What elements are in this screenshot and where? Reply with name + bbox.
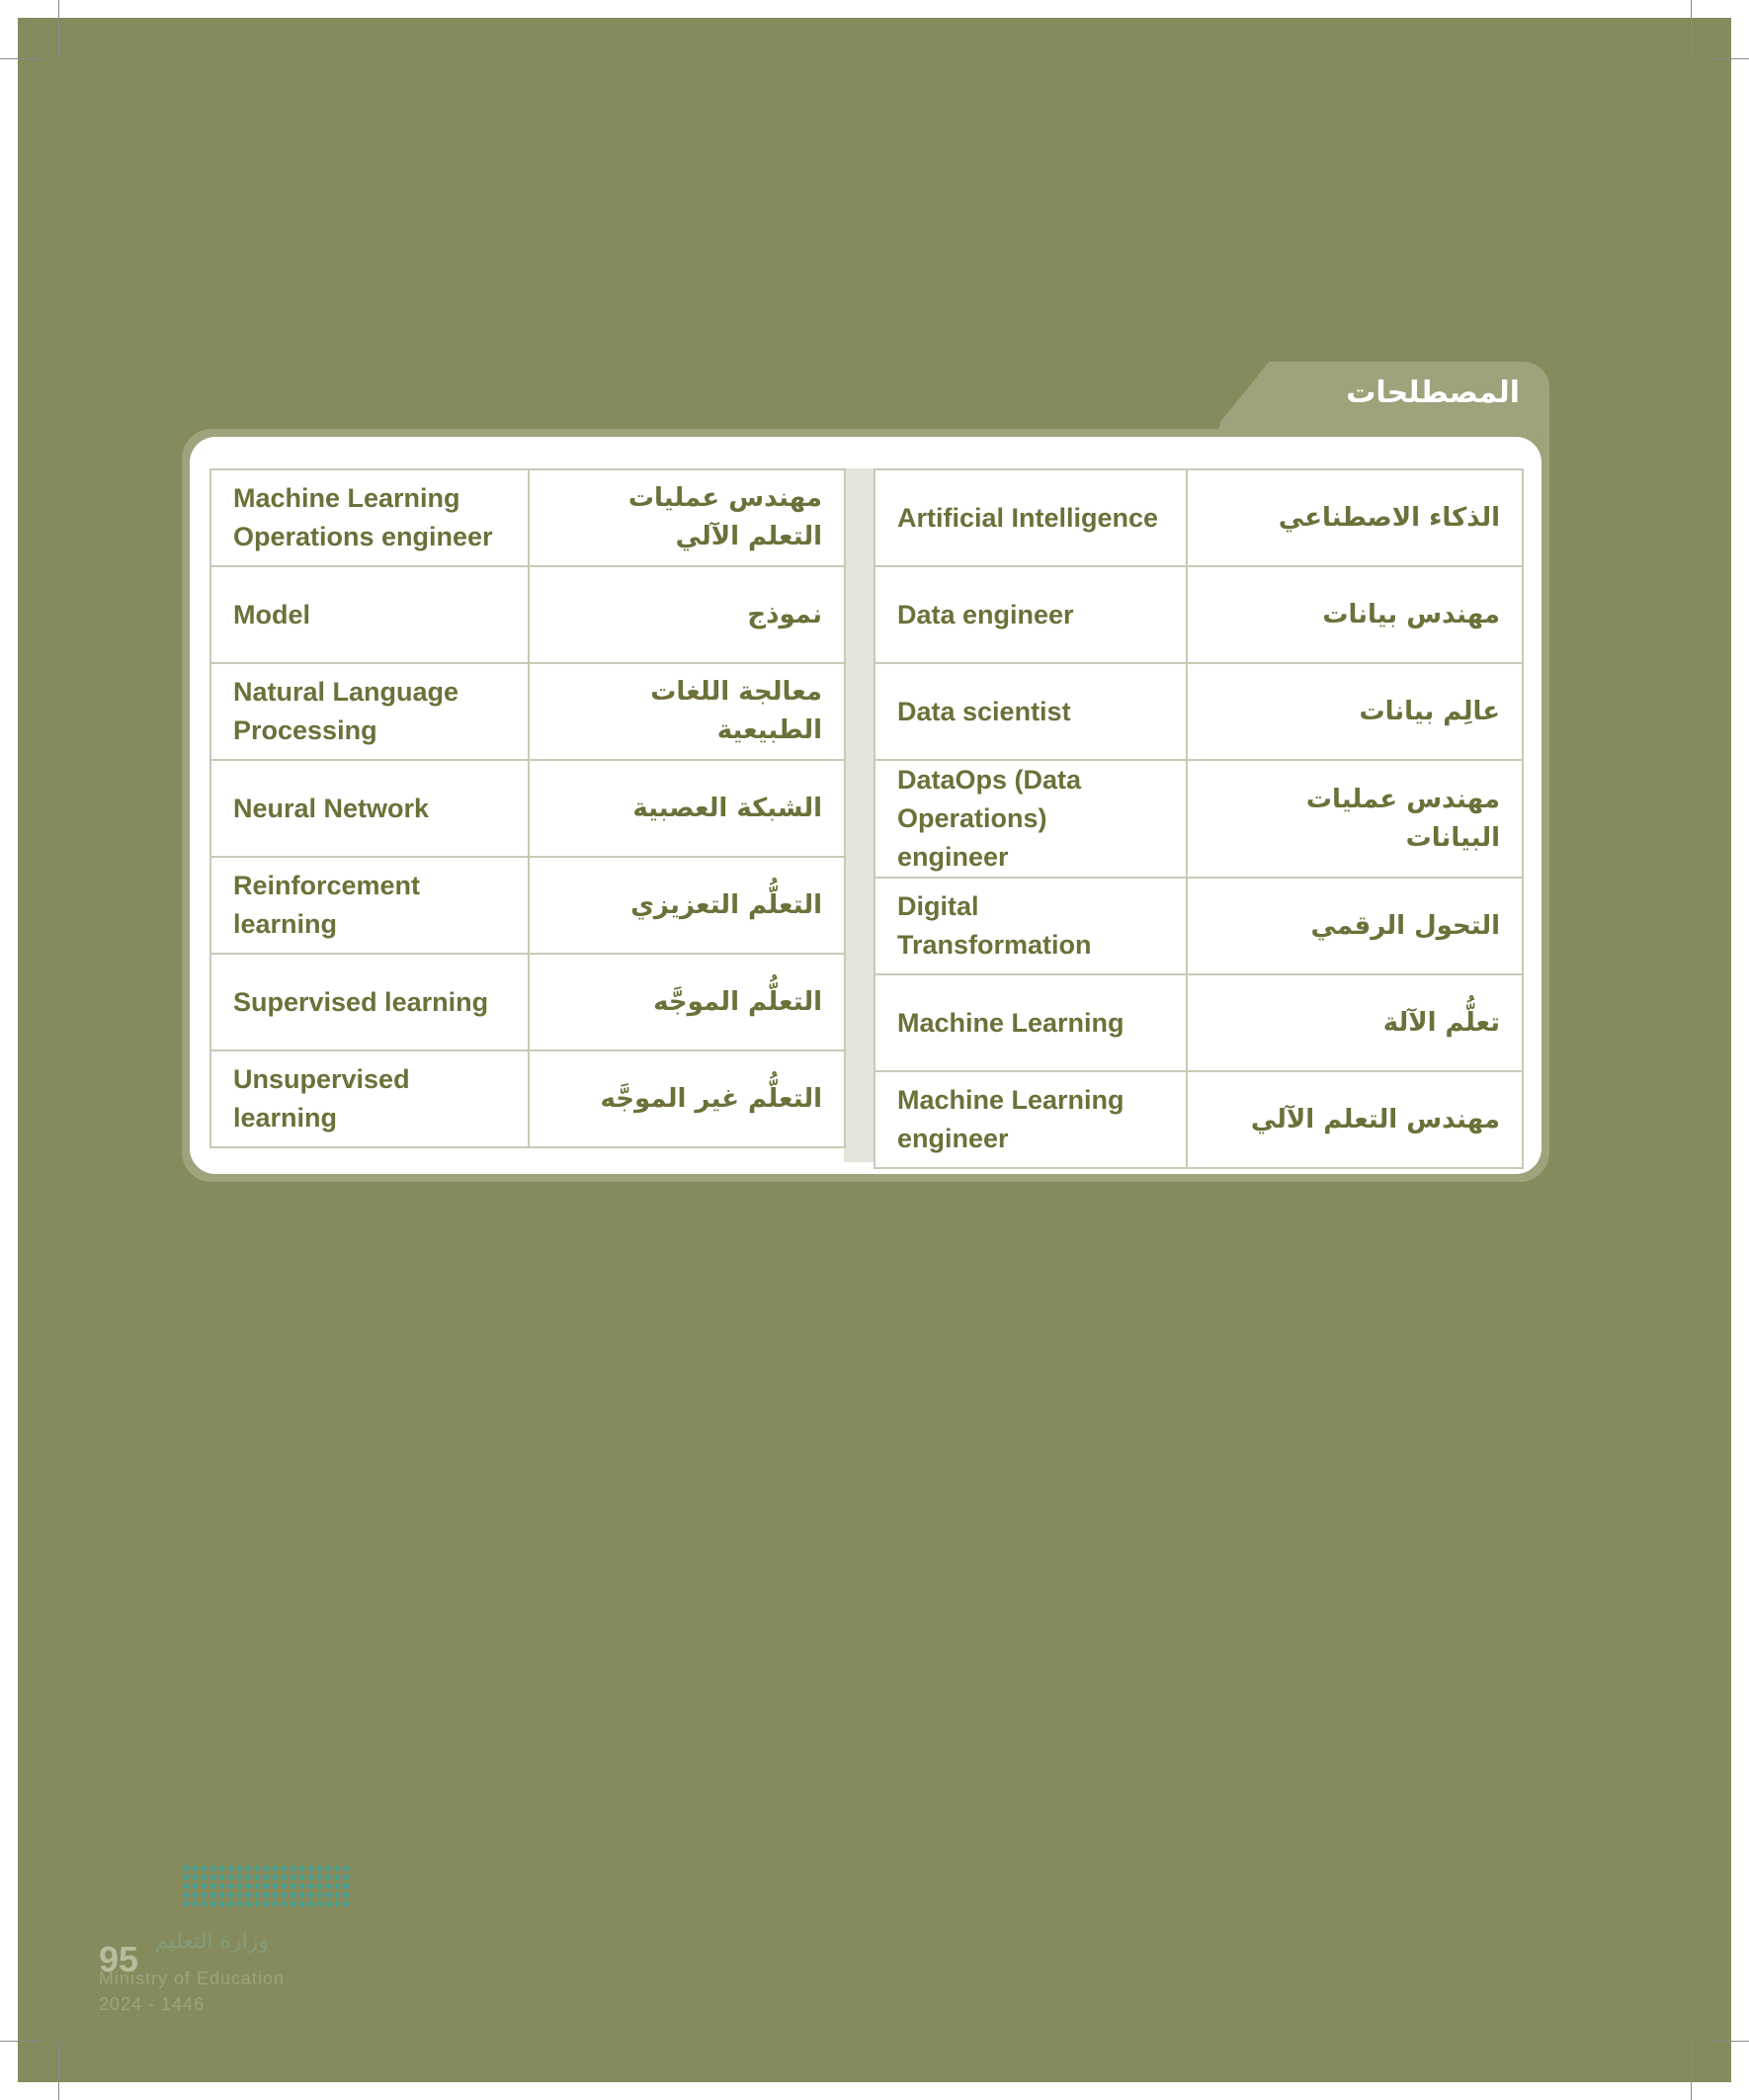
term-english: Data scientist <box>874 663 1187 760</box>
table-row <box>874 760 1523 878</box>
term-english: Unsupervised learning <box>210 1050 529 1147</box>
term-english: DataOps (Data Operations) engineer <box>874 760 1187 878</box>
term-arabic: نموذج <box>529 566 845 663</box>
term-english: Supervised learning <box>210 954 529 1050</box>
crop-mark-top-right-h <box>1707 58 1749 59</box>
table-row <box>210 566 845 663</box>
crop-mark-bottom-right-v <box>1691 2041 1692 2100</box>
term-arabic: معالجة اللغات الطبيعية <box>529 663 845 760</box>
term-arabic: الذكاء الاصطناعي <box>1187 469 1523 566</box>
table-row <box>874 1071 1523 1168</box>
term-english: Machine Learning <box>874 974 1187 1071</box>
term-english: Machine Learning engineer <box>874 1071 1187 1168</box>
term-arabic: الشبكة العصبية <box>529 760 845 857</box>
term-arabic: التعلُّم الموجَّه <box>529 954 845 1050</box>
term-english: Machine Learning Operations engineer <box>210 469 529 566</box>
term-arabic: مهندس التعلم الآلي <box>1187 1071 1523 1168</box>
table-row <box>210 760 845 857</box>
crop-mark-top-right-v <box>1691 0 1692 59</box>
ministry-name: Ministry of Education <box>99 1969 286 1988</box>
table-row <box>874 663 1523 760</box>
term-english: Reinforcement learning <box>210 857 529 954</box>
column-divider <box>844 468 874 1162</box>
glossary-table-right <box>874 468 1524 1169</box>
crop-mark-bottom-left-h <box>0 2041 42 2042</box>
term-english: Neural Network <box>210 760 529 857</box>
table-row <box>874 566 1523 663</box>
crop-mark-bottom-right-h <box>1707 2041 1749 2042</box>
term-arabic: عالِم بيانات <box>1187 663 1523 760</box>
term-arabic: تعلُّم الآلة <box>1187 974 1523 1071</box>
term-english: Natural Language Processing <box>210 663 529 760</box>
crop-mark-bottom-left-v <box>58 2041 59 2100</box>
table-row <box>210 857 845 954</box>
term-arabic: مهندس بيانات <box>1187 566 1523 663</box>
table-row <box>210 663 845 760</box>
table-row <box>210 469 845 566</box>
crop-mark-top-left-v <box>58 0 59 59</box>
edition-year: 2024 - 1446 <box>99 1994 206 2014</box>
term-arabic: مهندس عمليات التعلم الآلي <box>529 469 845 566</box>
ministry-logo-icon <box>182 1864 350 1907</box>
ministry-logo-text: وزارة التعليم <box>154 1929 269 1953</box>
term-english: Digital Transformation <box>874 878 1187 974</box>
term-arabic: التحول الرقمي <box>1187 878 1523 974</box>
term-english: Artificial Intelligence <box>874 469 1187 566</box>
term-arabic: التعلُّم غير الموجَّه <box>529 1050 845 1147</box>
table-row <box>210 954 845 1050</box>
crop-mark-top-left-h <box>0 58 42 59</box>
term-english: Model <box>210 566 529 663</box>
page-number: 95 <box>99 1939 139 1979</box>
glossary-table-left <box>209 468 846 1148</box>
term-arabic: مهندس عمليات البيانات <box>1187 760 1523 878</box>
table-row <box>874 974 1523 1071</box>
table-row <box>874 469 1523 566</box>
term-arabic: التعلُّم التعزيزي <box>529 857 845 954</box>
term-english: Data engineer <box>874 566 1187 663</box>
table-row <box>210 1050 845 1147</box>
table-row <box>874 878 1523 974</box>
section-title: المصطلحات <box>1346 376 1520 410</box>
